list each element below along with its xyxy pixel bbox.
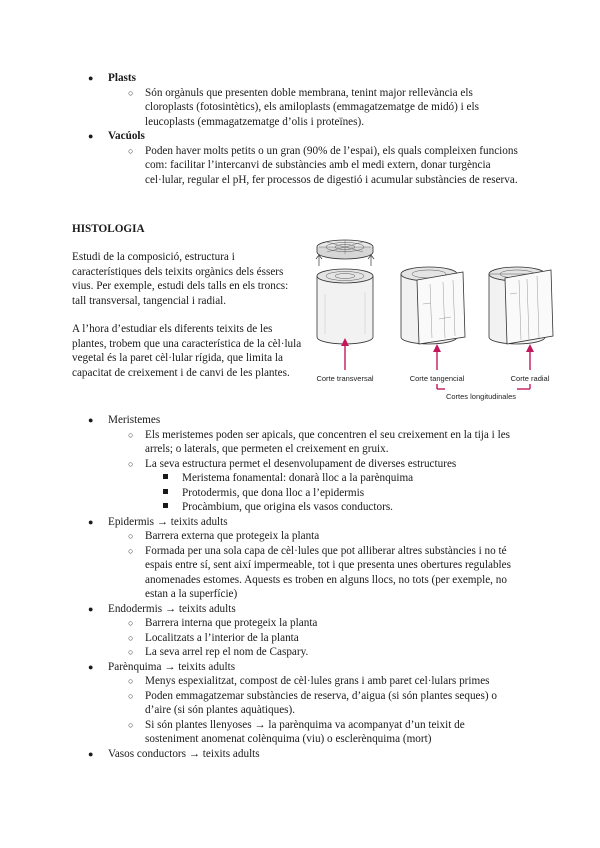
list-item-vasos-conductors bbox=[0, 747, 600, 762]
list-item-vacuols bbox=[0, 129, 600, 144]
cell-organelles-list bbox=[0, 71, 600, 187]
trunk-cuts-illustration bbox=[305, 234, 573, 406]
histologia-intro bbox=[72, 250, 304, 394]
list-item-meristemes bbox=[0, 413, 600, 428]
label-corte-tangencial: Corte tangencial bbox=[409, 374, 465, 383]
list-subsubitem bbox=[0, 486, 600, 501]
list-subsubitem bbox=[0, 471, 600, 486]
endodermis-title: Endodermis → teixits adults bbox=[108, 602, 236, 615]
bullet-icon: ● bbox=[88, 73, 94, 83]
circle-bullet-icon: ○ bbox=[128, 618, 134, 628]
intro-paragraph-1: Estudi de la composició, estructura i característiques dels teixits orgànics dels éssers vius. Per exemple, estudi dels talls en els troncs: tall transversal, tangencial i radial. bbox=[72, 251, 289, 307]
meristemes-sub-3: Procàmbium, que origina els vasos conductors. bbox=[182, 501, 393, 513]
tangential-trunk bbox=[401, 267, 465, 344]
tissues-list bbox=[0, 413, 600, 761]
circle-bullet-icon: ○ bbox=[128, 647, 134, 657]
list-subitem bbox=[0, 144, 600, 188]
circle-bullet-icon: ○ bbox=[128, 458, 134, 469]
square-bullet-icon bbox=[163, 489, 168, 494]
endodermis-item-2: Localitzats a l’interior de la planta bbox=[145, 631, 299, 644]
transversal-trunk bbox=[317, 269, 373, 344]
parenquima-item-2: Poden emmagatzemar substàncies de reserva, d’aigua (si són plantes seques) o d’aire (si són plantes aquàtiques). bbox=[145, 689, 497, 716]
section-heading-histologia: HISTOLOGIA bbox=[72, 223, 145, 235]
meristemes-title: Meristemes bbox=[108, 414, 161, 426]
list-subsubitem bbox=[0, 500, 600, 515]
transversal-disc bbox=[316, 240, 374, 266]
list-subitem bbox=[0, 529, 600, 544]
parenquima-item-3: Si són plantes llenyoses → la parènquima va acompanyat d’un teixit de sosteniment anomenat colènquima (viu) o esclerènquima (mort) bbox=[145, 718, 465, 745]
label-corte-radial: Corte radial bbox=[510, 374, 550, 383]
bullet-icon: ● bbox=[88, 516, 94, 527]
list-subitem bbox=[0, 457, 600, 472]
bullet-icon: ● bbox=[88, 748, 94, 759]
meristemes-item-2: La seva estructura permet el desenvolupament de diverses estructures bbox=[145, 457, 457, 470]
circle-bullet-icon: ○ bbox=[128, 676, 134, 686]
list-subitem bbox=[0, 674, 600, 689]
list-subitem bbox=[0, 645, 600, 660]
meristemes-sub-2: Protodermis, que dona lloc a l’epidermis bbox=[182, 486, 365, 499]
list-subitem bbox=[0, 631, 600, 646]
label-corte-transversal: Corte transversal bbox=[316, 374, 374, 383]
epidermis-title: Epidermis → teixits adults bbox=[108, 515, 228, 528]
meristemes-item-1: Els meristemes poden ser apicals, que concentren el seu creixement en la tija i les arrels; o laterals, que permeten el creixement en gruix. bbox=[145, 428, 511, 455]
square-bullet-icon bbox=[163, 503, 168, 508]
list-subitem bbox=[0, 428, 600, 457]
list-subitem bbox=[0, 689, 600, 718]
list-item-endodermis bbox=[0, 602, 600, 617]
list-subitem bbox=[0, 544, 600, 602]
list-item-epidermis bbox=[0, 515, 600, 530]
bullet-icon: ● bbox=[88, 661, 94, 672]
circle-bullet-icon: ○ bbox=[128, 545, 134, 556]
list-subitem bbox=[0, 718, 600, 747]
circle-bullet-icon: ○ bbox=[128, 87, 134, 98]
circle-bullet-icon: ○ bbox=[128, 429, 134, 440]
parenquima-item-1: Menys espexialitzat, compost de cèl·lules grans i amb paret cel·lulars primes bbox=[145, 675, 490, 687]
epidermis-item-2: Formada per una sola capa de cèl·lules que pot alliberar altres substàncies i no té espais entre sí, sent així impermeable, tot i que presenta unes obertures regulables anomenades estomes. Aquests es troben en alguns llocs, no tots (per exemple, no estan a la superfície) bbox=[145, 544, 511, 600]
vasos-title: Vasos conductors → teixits adults bbox=[108, 747, 260, 760]
plasts-text: Són orgànuls que presenten doble membrana, tenint major rellevància els cloroplasts (fotosintètics), els amiloplasts (emmagatzematge de midó) i els leucoplasts (emmagatzematge d’olis i proteïnes). bbox=[145, 86, 479, 128]
square-bullet-icon bbox=[163, 474, 168, 479]
circle-bullet-icon: ○ bbox=[128, 531, 134, 541]
list-item-parenquima bbox=[0, 660, 600, 675]
plasts-title: Plasts bbox=[108, 72, 136, 84]
bullet-icon: ● bbox=[88, 603, 94, 614]
epidermis-item-1: Barrera externa que protegeix la planta bbox=[145, 530, 320, 542]
meristemes-sub-1: Meristema fonamental: donarà lloc a la parènquima bbox=[182, 472, 414, 484]
circle-bullet-icon: ○ bbox=[128, 719, 134, 730]
endodermis-item-1: Barrera interna que protegeix la planta bbox=[145, 617, 318, 629]
bullet-icon: ● bbox=[88, 415, 94, 425]
bullet-icon: ● bbox=[88, 131, 94, 141]
list-subitem bbox=[0, 616, 600, 631]
circle-bullet-icon: ○ bbox=[128, 145, 134, 156]
parenquima-title: Parènquima → teixits adults bbox=[108, 660, 236, 673]
vacuols-title: Vacúols bbox=[108, 130, 145, 142]
list-subitem bbox=[0, 86, 600, 130]
list-item-plasts bbox=[0, 71, 600, 86]
label-cortes-longitudinales: Cortes longitudinales bbox=[445, 392, 517, 401]
radial-trunk bbox=[489, 267, 553, 344]
vacuols-text: Poden haver molts petits o un gran (90% de l’espai), els quals compleixen funcions com: facilitar l’intercanvi de substàncies amb el medi extern, donar turgència cel·lular, regular el pH, fer processos de digestió i acumular substàncies de reserva. bbox=[145, 144, 518, 186]
endodermis-item-3: La seva arrel rep el nom de Caspary. bbox=[145, 646, 309, 658]
trunk-cuts-figure bbox=[305, 234, 573, 406]
circle-bullet-icon: ○ bbox=[128, 690, 134, 701]
intro-paragraph-2: A l’hora d’estudiar els diferents teixits de les plantes, trobem que una característica de la cèl·lula vegetal és la paret cèl·lular rígida, que limita la capacitat de creixement i de canvi de les plantes. bbox=[72, 323, 302, 379]
circle-bullet-icon: ○ bbox=[128, 632, 134, 643]
